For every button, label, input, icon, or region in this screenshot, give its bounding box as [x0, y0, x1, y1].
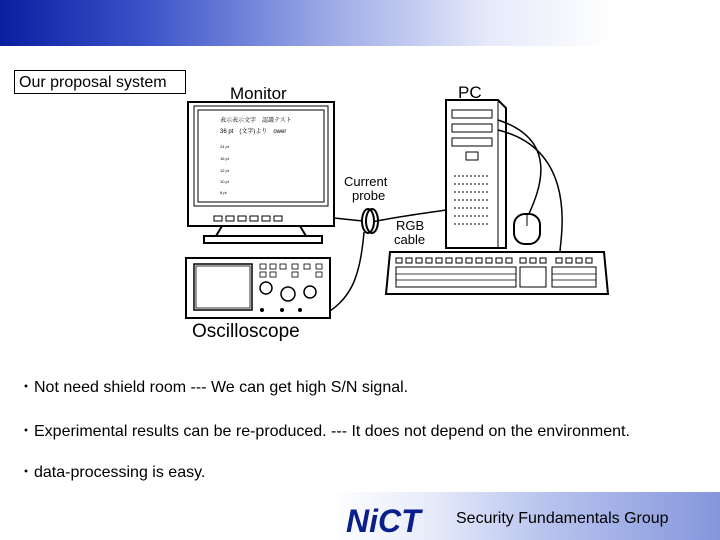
mouse — [514, 214, 540, 244]
pc-label: PC — [458, 83, 482, 102]
pc-tower — [446, 100, 506, 248]
current-probe-label-2: probe — [352, 188, 386, 203]
oscilloscope — [186, 258, 330, 318]
rgb-cable-label-2: cable — [394, 232, 426, 247]
current-probe-label-1: Current — [344, 174, 388, 189]
rgb-cable-label-1: RGB — [396, 218, 425, 233]
screen-line: 16 pt — [220, 156, 229, 161]
oscilloscope-label: Oscilloscope — [192, 321, 300, 342]
bullet-reproducible: ・Experimental results can be re-produced. --- It does not depend on the environment. — [18, 423, 630, 440]
bullet-shield-room: ・Not need shield room --- We can get high S/N signal. — [18, 379, 409, 396]
proposal-label: Our proposal system — [14, 70, 186, 94]
screen-line: 10 pt — [220, 179, 229, 184]
nict-logo — [344, 502, 444, 538]
bullet-data-processing: ・data-processing is easy. — [18, 464, 206, 481]
screen-line: 36 pt (文字)より ower — [220, 129, 287, 135]
rgb-cable — [334, 210, 446, 222]
screen-line: 24 pt — [220, 144, 229, 149]
monitor-label: Monitor — [230, 84, 287, 103]
screen-line: 8 pt — [220, 190, 227, 195]
footer-group-name: Security Fundamentals Group — [456, 510, 669, 527]
keyboard — [386, 252, 608, 294]
screen-line: 12 pt — [220, 168, 229, 173]
nict-logo-text: NiCT — [346, 503, 421, 538]
screen-line: 表示表示文字 認識テスト — [220, 118, 292, 124]
